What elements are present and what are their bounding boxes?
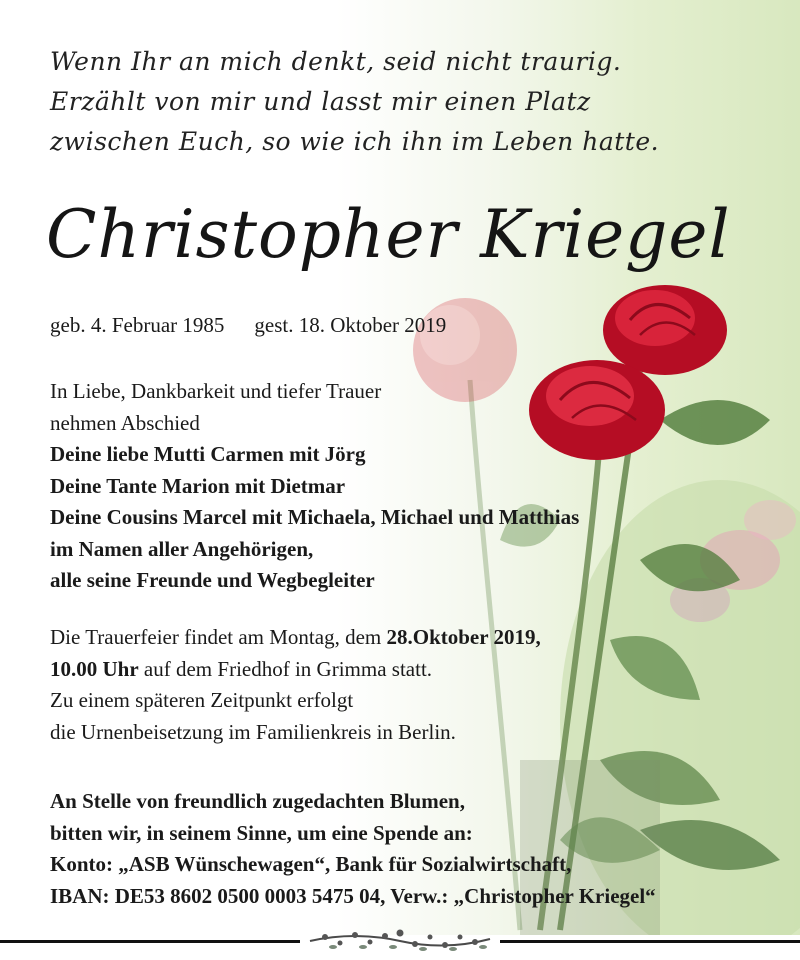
donation-line: An Stelle von freundlich zugedachten Blumen, xyxy=(50,789,465,813)
mourners-section xyxy=(50,376,579,597)
family-line: Deine Cousins Marcel mit Michaela, Michael und Matthias xyxy=(50,505,580,529)
service-date: 28.Oktober 2019, xyxy=(386,625,541,649)
service-line: die Urnenbeisetzung im Familienkreis in Berlin. xyxy=(50,719,456,744)
bottom-divider-right xyxy=(500,940,800,943)
service-line xyxy=(50,654,541,686)
donation-line: Konto: „ASB Wünschewagen“, Bank für Sozialwirtschaft, xyxy=(50,852,572,876)
poem-line: zwischen Euch, so wie ich ihn im Leben hatte. xyxy=(50,127,660,156)
donation-line: bitten wir, in seinem Sinne, um eine Spende an: xyxy=(50,820,473,845)
memorial-poem xyxy=(50,42,750,162)
service-text: Die Trauerfeier findet am Montag, dem xyxy=(50,625,387,649)
family-line: im Namen aller Angehörigen, xyxy=(50,536,314,561)
poem-line: Wenn Ihr an mich denkt, seid nicht traurig. xyxy=(50,47,622,76)
intro-line: nehmen Abschied xyxy=(50,410,200,435)
birth-date: geb. 4. Februar 1985 xyxy=(50,313,225,337)
floral-ornament-icon xyxy=(305,925,495,955)
deceased-name: Christopher Kriegel xyxy=(46,196,731,273)
family-line: alle seine Freunde und Wegbegleiter xyxy=(50,568,375,592)
service-section xyxy=(50,622,541,748)
family-line: Deine liebe Mutti Carmen mit Jörg xyxy=(50,442,366,466)
service-line xyxy=(50,622,541,654)
service-text: auf dem Friedhof in Grimma statt. xyxy=(138,656,433,681)
service-time: 10.00 Uhr xyxy=(50,656,139,681)
donation-section xyxy=(50,786,656,912)
death-date: gest. 18. Oktober 2019 xyxy=(254,313,447,337)
bottom-divider-left xyxy=(0,940,300,943)
life-dates xyxy=(50,310,446,340)
poem-line: Erzählt von mir und lasst mir einen Platz xyxy=(50,87,591,116)
intro-line: In Liebe, Dankbarkeit und tiefer Trauer xyxy=(50,379,382,403)
family-line: Deine Tante Marion mit Dietmar xyxy=(50,473,346,498)
donation-line: IBAN: DE53 8602 0500 0003 5475 04, Verw.: „Christopher Kriegel“ xyxy=(50,883,656,908)
service-line: Zu einem späteren Zeitpunkt erfolgt xyxy=(50,688,354,712)
